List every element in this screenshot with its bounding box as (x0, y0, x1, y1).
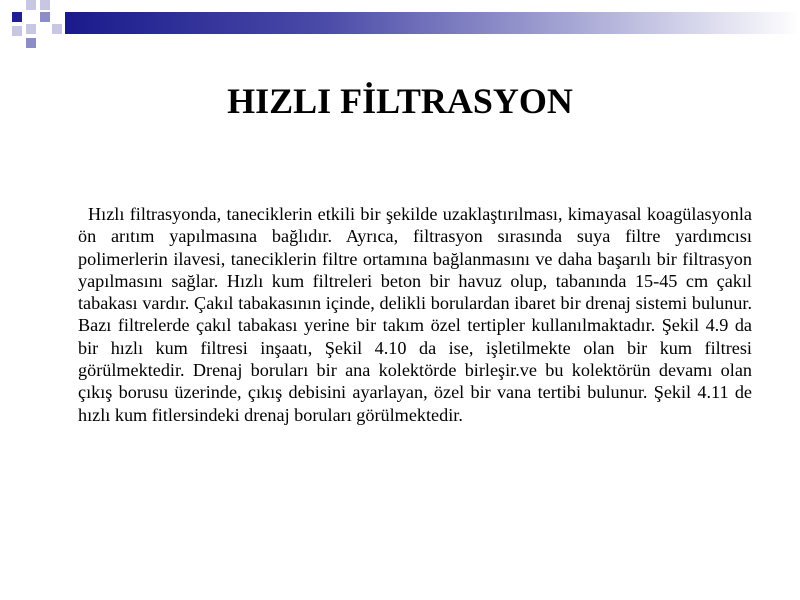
decorative-square (26, 0, 36, 10)
decorative-square (26, 24, 36, 34)
decorative-square (40, 12, 50, 22)
slide-body-text: Hızlı filtrasyonda, taneciklerin etkili bir şekilde uzaklaştırılması, kimayasal koagülasyonla ön arıtım yapılmasına bağlıdır. Ayrıca, filtrasyon sırasında suya filtre yardımcısı polimerlerin ilavesi, taneciklerin filtre ortamına bağlanmasını ve daha başarılı bir filtrasyon yapılmasını sağlar. Hızlı kum filtreleri beton bir havuz olup, tabanında 15-45 cm çakıl tabakası vardır. Çakıl tabakasının içinde, delikli borulardan ibaret bir drenaj sistemi bulunur. Bazı filtrelerde çakıl tabakası yerine bir takım özel tertipler kullanılmaktadır. Şekil 4.9 da bir hızlı kum filtresi inşaatı, Şekil 4.10 da ise, işletilmekte olan bir kum filtresi görülmektedir. Drenaj boruları bir ana kolektörde birleşir.ve bu kolektörün devamı olan çıkış borusu üzerinde, çıkış debisini ayarlayan, özel bir vana tertibi bulunur. Şekil 4.11 de hızlı kum fitlersindeki drenaj boruları görülmektedir. (78, 204, 752, 425)
decorative-square (40, 0, 50, 10)
decorative-square (12, 12, 22, 22)
decorative-square (52, 24, 62, 34)
slide-title: HIZLI FİLTRASYON (227, 81, 573, 121)
decorative-square (12, 26, 22, 36)
decorative-header-bar (65, 12, 800, 34)
decorative-square (26, 38, 36, 48)
